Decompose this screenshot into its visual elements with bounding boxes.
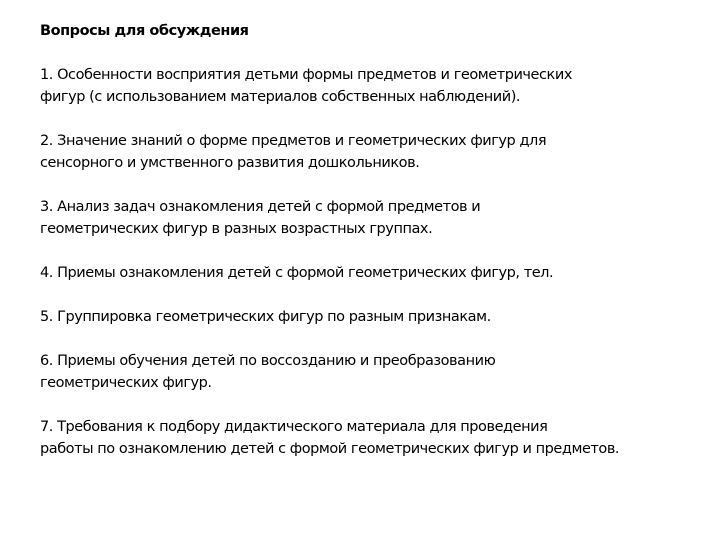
question-2-line-1: 2. Значение знаний о форме предметов и геометрических фигур для: [40, 133, 547, 149]
question-item-3: [40, 196, 700, 240]
question-4-line-1: 4. Приемы ознакомления детей с формой геометрических фигур, тел.: [40, 265, 554, 281]
question-7-line-2: работы по ознакомлению детей с формой геометрических фигур и предметов.: [40, 441, 620, 457]
question-item-6: [40, 350, 700, 394]
question-item-4: [40, 262, 700, 284]
slide-title: Вопросы для обсуждения: [40, 23, 249, 39]
question-3-line-2: геометрических фигур в разных возрастных группах.: [40, 221, 433, 237]
question-item-7: [40, 416, 700, 460]
question-1-line-2: фигур (с использованием материалов собственных наблюдений).: [40, 89, 521, 105]
question-6-line-1: 6. Приемы обучения детей по воссозданию и преобразованию: [40, 353, 496, 369]
question-item-5: [40, 306, 700, 328]
question-5-line-1: 5. Группировка геометрических фигур по разным признакам.: [40, 309, 491, 325]
question-6-line-2: геометрических фигур.: [40, 375, 212, 391]
question-7-line-1: 7. Требования к подбору дидактического материала для проведения: [40, 419, 548, 435]
question-2-line-2: сенсорного и умственного развития дошкольников.: [40, 155, 420, 171]
slide-content: [40, 20, 700, 482]
question-item-1: [40, 64, 700, 108]
question-3-line-1: 3. Анализ задач ознакомления детей с формой предметов и: [40, 199, 481, 215]
question-item-2: [40, 130, 700, 174]
question-1-line-1: 1. Особенности восприятия детьми формы предметов и геометрических: [40, 67, 572, 83]
